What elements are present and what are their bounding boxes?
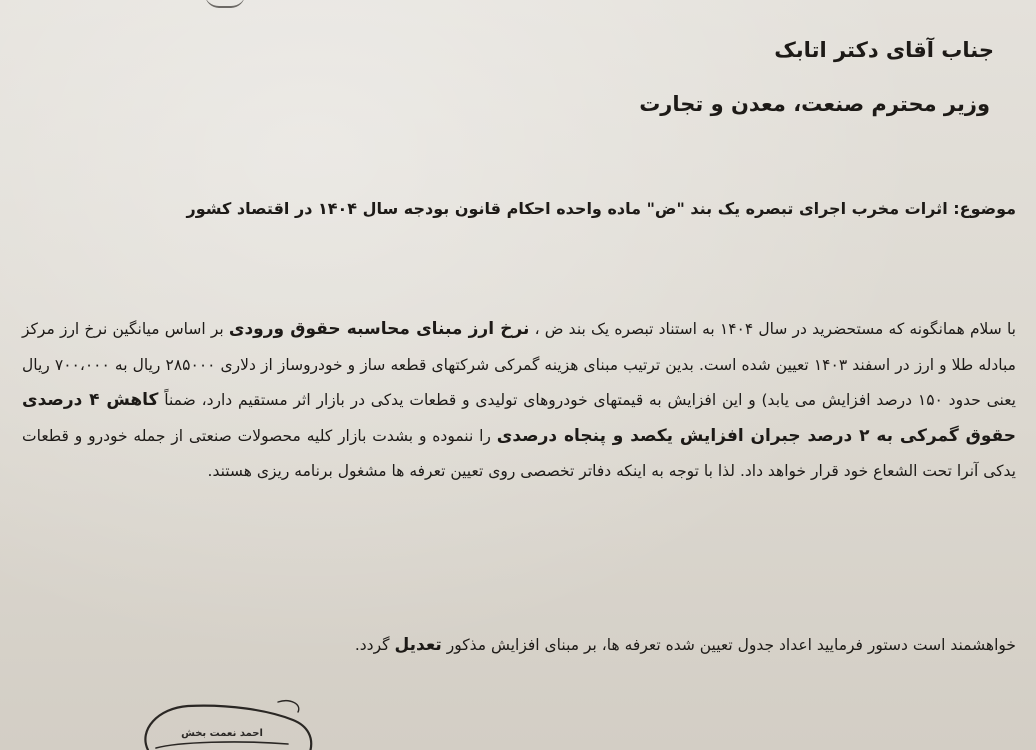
paper-edge-mark	[205, 0, 245, 8]
handwritten-signature-icon	[118, 690, 328, 750]
closing-part-1: خواهشمند است دستور فرمایید اعداد جدول تعیین شده تعرفه ها، بر مبنای افزایش مذکور	[441, 636, 1016, 654]
body-bold-2: کاهش ۴ درصدی حقوق گمرکی به ۲ درصد جبران افزایش یکصد و پنجاه درصدی	[22, 390, 1016, 446]
body-bold-1: نرخ ارز مبنای محاسبه حقوق ورودی	[228, 319, 530, 339]
subject-line: موضوع: اثرات مخرب اجرای تبصره یک بند "ض" ماده واحده احکام قانون بودجه سال ۱۴۰۴ در اقتصاد کشور	[186, 199, 1016, 218]
letter-body	[22, 312, 1016, 490]
signature-block	[118, 690, 328, 750]
closing-bold: تعدیل	[394, 635, 442, 655]
closing-part-2: گردد.	[354, 636, 395, 654]
body-part-1: با سلام همانگونه که مستحضرید در سال ۱۴۰۴ به استناد تبصره یک بند ض ،	[529, 320, 1016, 338]
closing-request	[22, 630, 1016, 660]
body-part-3: را ننموده و بشدت بازار کلیه محصولات صنعتی از جمله خودرو و قطعات یدکی آنرا تحت الشعاع خود قرار خواهد داد. لذا با توجه به اینکه دفاتر تخصصی روی تعیین تعرفه ها مشغول برنامه ریزی هستند.	[22, 426, 1016, 480]
recipient-line-1: جناب آقای دکتر اتابک	[774, 38, 994, 62]
recipient-line-2: وزیر محترم صنعت، معدن و تجارت	[639, 92, 990, 116]
signatory-name: احمد نعمت بخش	[181, 728, 263, 739]
body-part-2: بر اساس میانگین نرخ ارز مرکز مبادله طلا و ارز در اسفند ۱۴۰۳ تعیین شده است. بدین ترتیب مبنای هزینه گمرکی شرکتهای قطعه ساز و خودروساز از دلاری ۲۸۵۰۰۰ ریال به ۷۰۰،۰۰۰ ریال یعنی حدود ۱۵۰ درصد افزایش می یابد) و این افزایش به قیمتهای خودروهای تولیدی و قطعات یدکی در بازار اثر مستقیم دارد، ضمناً	[22, 320, 1016, 409]
